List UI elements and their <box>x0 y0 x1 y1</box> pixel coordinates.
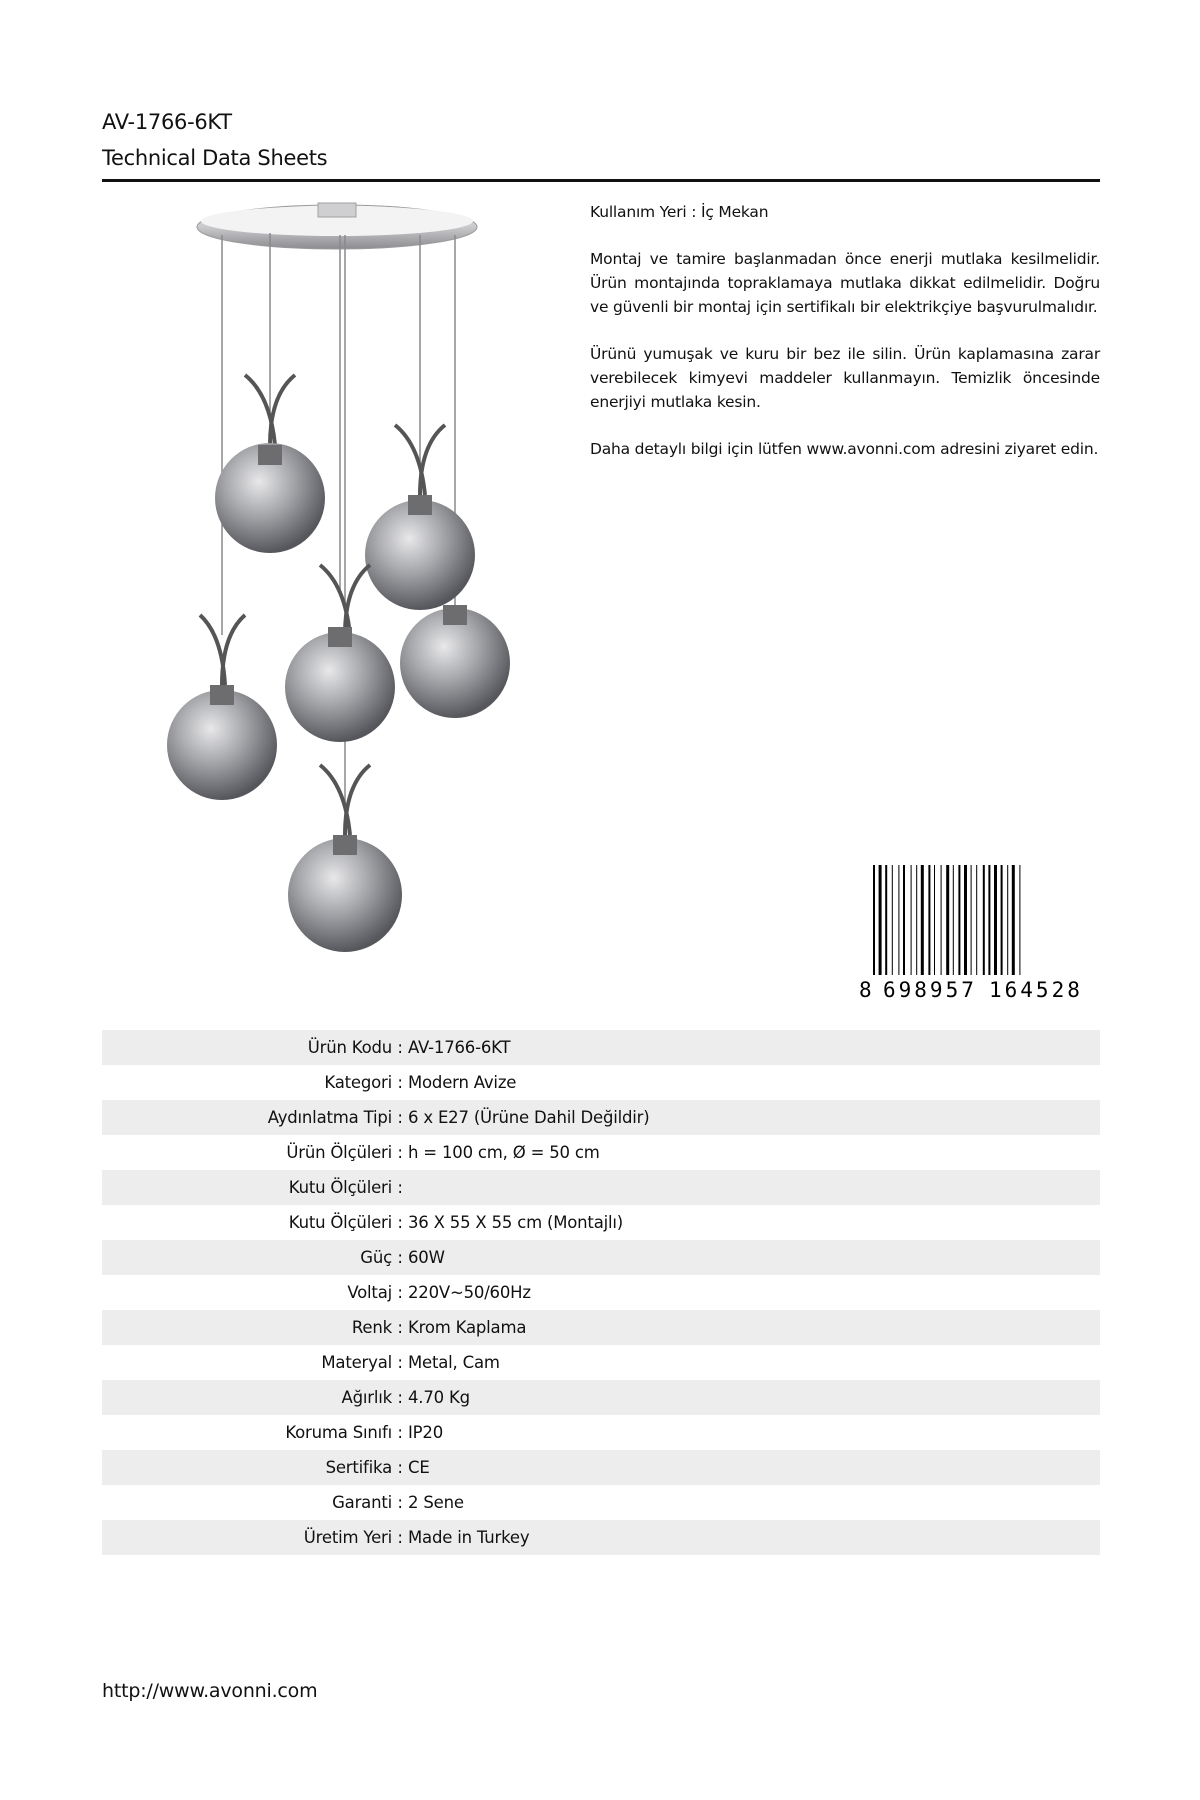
spec-row <box>102 1520 1100 1555</box>
spec-row <box>102 1170 1100 1205</box>
spec-table <box>102 1030 1100 1555</box>
spec-value: 6 x E27 (Ürüne Dahil Değildir) <box>408 1108 650 1127</box>
spec-value: h = 100 cm, Ø = 50 cm <box>408 1143 600 1162</box>
spec-value: IP20 <box>408 1423 444 1442</box>
spec-value: AV-1766-6KT <box>408 1038 511 1057</box>
spec-label: Ağırlık <box>341 1388 392 1407</box>
spec-label: Voltaj <box>347 1283 392 1302</box>
spec-separator: : <box>397 1038 403 1057</box>
spec-label: Sertifika <box>325 1458 392 1477</box>
spec-row <box>102 1275 1100 1310</box>
spec-value: Metal, Cam <box>408 1353 500 1372</box>
spec-value: 4.70 Kg <box>408 1388 470 1407</box>
spec-row <box>102 1205 1100 1240</box>
installation-text: Montaj ve tamire başlanmadan önce enerji mutlaka kesilmelidir. Ürün montajında topraklamaya mutlaka dikkat edilmelidir. Doğru ve güvenli bir montaj için sertifikalı bir elektrikçiye başvurulmalıdır. <box>590 250 1100 316</box>
spec-separator: : <box>397 1248 403 1267</box>
spec-label: Güç <box>360 1248 392 1267</box>
spec-row <box>102 1345 1100 1380</box>
globe-3 <box>400 605 510 718</box>
barcode-digits-left: 698957 <box>883 978 977 1002</box>
spec-row <box>102 1135 1100 1170</box>
barcode-digit-lead: 8 <box>859 978 872 1002</box>
spec-separator: : <box>397 1108 403 1127</box>
spec-label: Ürün Ölçüleri <box>286 1143 392 1162</box>
spec-row <box>102 1240 1100 1275</box>
spec-separator: : <box>397 1528 403 1547</box>
document-header <box>102 106 1100 174</box>
product-image <box>140 195 560 975</box>
spec-value: 36 X 55 X 55 cm (Montajlı) <box>408 1213 624 1232</box>
spec-row <box>102 1065 1100 1100</box>
spec-value: Krom Kaplama <box>408 1318 527 1337</box>
spec-row <box>102 1485 1100 1520</box>
spec-label: Koruma Sınıfı <box>285 1423 392 1442</box>
info-text <box>590 200 1100 484</box>
spec-label: Ürün Kodu <box>307 1038 392 1057</box>
document-subtitle: Technical Data Sheets <box>102 146 328 170</box>
spec-label: Kutu Ölçüleri <box>288 1178 392 1197</box>
spec-row <box>102 1030 1100 1065</box>
spec-label: Kategori <box>324 1073 392 1092</box>
spec-value: 60W <box>408 1248 445 1267</box>
spec-separator: : <box>397 1493 403 1512</box>
spec-row <box>102 1100 1100 1135</box>
spec-row <box>102 1310 1100 1345</box>
spec-separator: : <box>397 1213 403 1232</box>
header-divider <box>102 179 1100 182</box>
globe-5 <box>167 615 277 800</box>
usage-text: Kullanım Yeri : İç Mekan <box>590 203 769 221</box>
footer-url: http://www.avonni.com <box>102 1680 318 1702</box>
barcode-digits-right: 164528 <box>989 978 1083 1002</box>
more-info-text: Daha detaylı bilgi için lütfen www.avonni.com adresini ziyaret edin. <box>590 440 1099 458</box>
globe-4 <box>285 565 395 742</box>
cleaning-text: Ürünü yumuşak ve kuru bir bez ile silin. Ürün kaplamasına zarar verebilecek kimyevi maddeler kullanmayın. Temizlik öncesinde enerjiyi mutlaka kesin. <box>590 345 1100 411</box>
spec-value: Modern Avize <box>408 1073 517 1092</box>
spec-separator: : <box>397 1353 403 1372</box>
spec-label: Materyal <box>321 1353 392 1372</box>
spec-value: CE <box>408 1458 430 1477</box>
spec-label: Üretim Yeri <box>303 1528 392 1547</box>
spec-separator: : <box>397 1178 403 1197</box>
spec-value: 220V~50/60Hz <box>408 1283 531 1302</box>
spec-row <box>102 1450 1100 1485</box>
barcode <box>855 865 1100 1005</box>
spec-row <box>102 1415 1100 1450</box>
spec-separator: : <box>397 1073 403 1092</box>
product-code-title: AV-1766-6KT <box>102 110 232 134</box>
spec-separator: : <box>397 1318 403 1337</box>
spec-label: Garanti <box>332 1493 392 1512</box>
spec-label: Renk <box>351 1318 392 1337</box>
spec-separator: : <box>397 1423 403 1442</box>
spec-separator: : <box>397 1458 403 1477</box>
spec-label: Kutu Ölçüleri <box>288 1213 392 1232</box>
spec-separator: : <box>397 1388 403 1407</box>
spec-separator: : <box>397 1143 403 1162</box>
spec-separator: : <box>397 1283 403 1302</box>
spec-label: Aydınlatma Tipi <box>267 1108 392 1127</box>
spec-value: 2 Sene <box>408 1493 464 1512</box>
spec-row <box>102 1380 1100 1415</box>
spec-value: Made in Turkey <box>408 1528 530 1547</box>
